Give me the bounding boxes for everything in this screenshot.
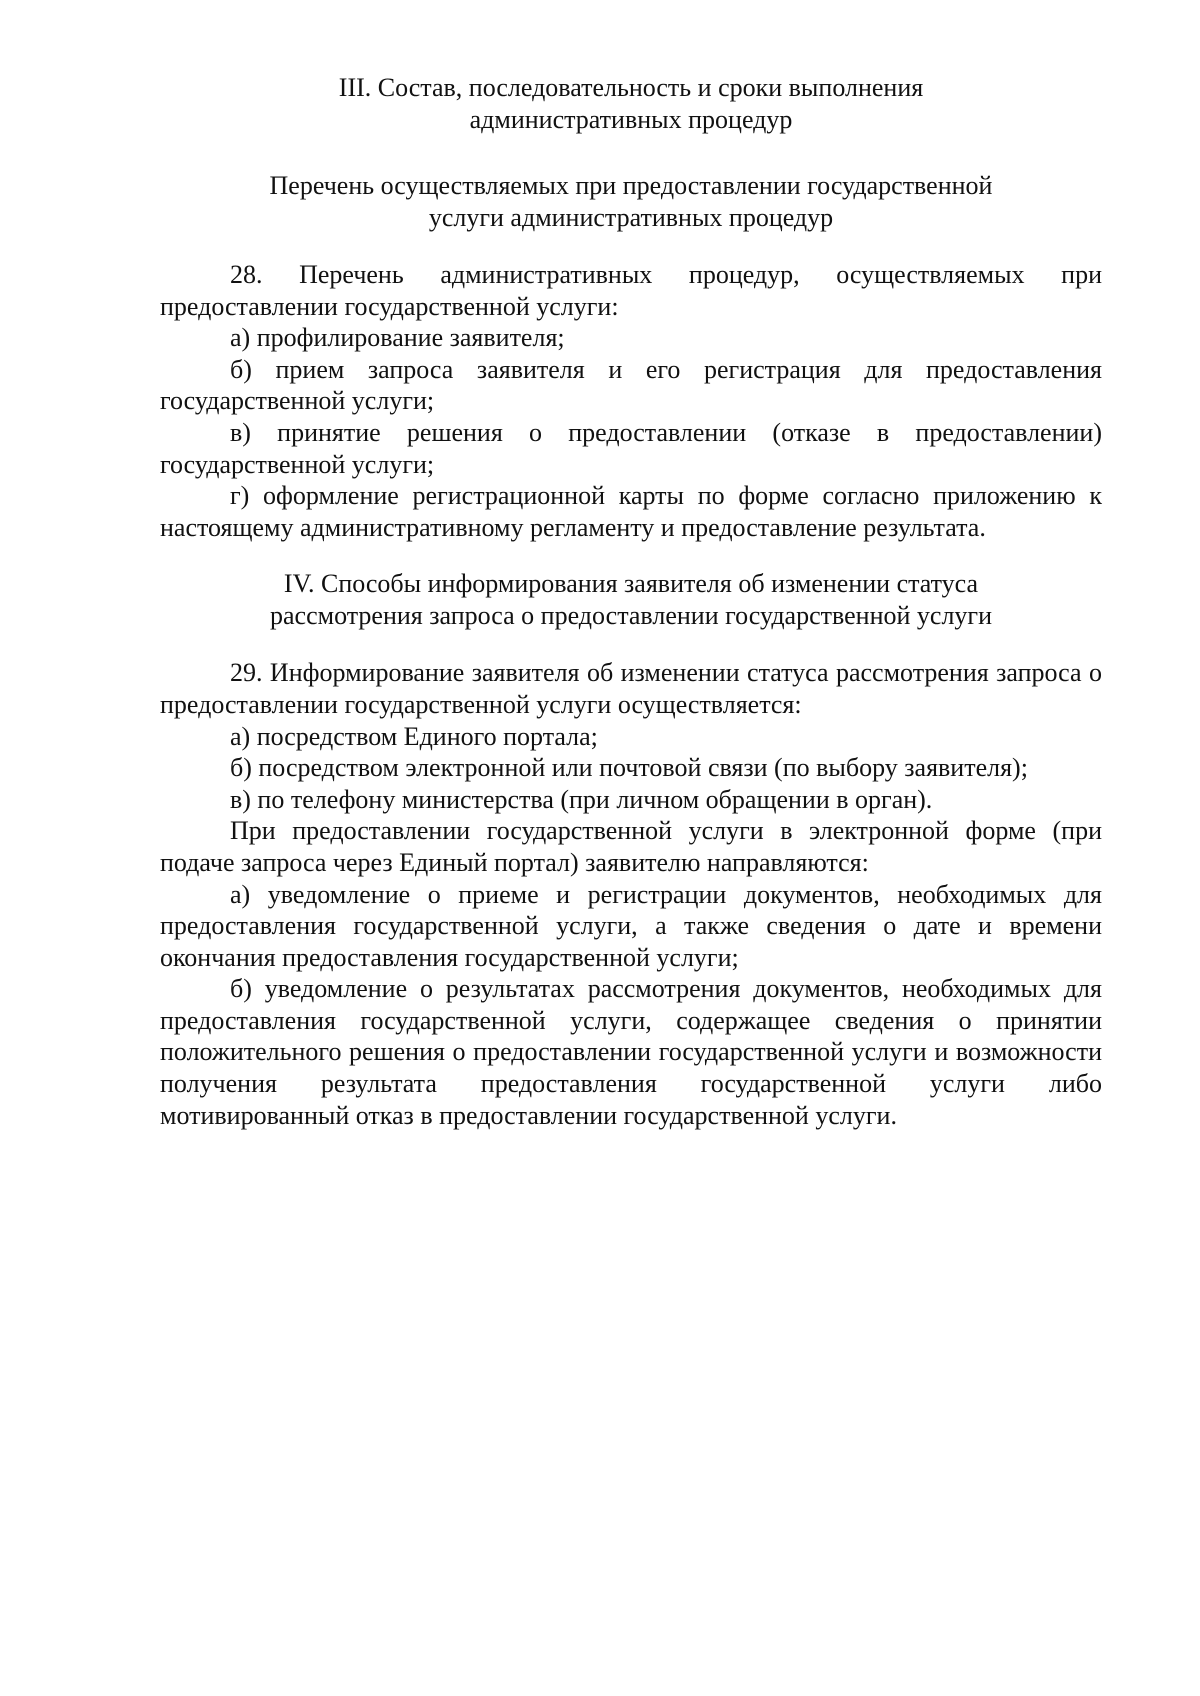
section-4-title xyxy=(160,568,1102,632)
section-3-subtitle-line-1: Перечень осуществляемых при предоставлении государственной xyxy=(269,171,993,200)
section-3-title xyxy=(160,72,1102,136)
paragraph-29: 29. Информирование заявителя об изменении статуса рассмотрения запроса о предоставлении государственной услуги осуществляется: xyxy=(160,658,1102,719)
section-3-subtitle xyxy=(160,170,1102,234)
section-3-subtitle-line-2: услуги административных процедур xyxy=(428,203,834,232)
document-body xyxy=(160,72,1102,1131)
paragraph-electronic-item-a: а) уведомление о приеме и регистрации документов, необходимых для предоставления государственной услуги, а также сведения о дате и времени окончания предоставления государственной услуги; xyxy=(160,879,1102,972)
paragraph-28-item-v: в) принятие решения о предоставлении (отказе в предоставлении) государственной услуги; xyxy=(160,417,1102,479)
section-4-title-line-1: IV. Способы информирования заявителя об изменении статуса xyxy=(283,569,979,599)
section-4-title-line-2: рассмотрения запроса о предоставлении государственной услуги xyxy=(270,601,992,631)
paragraph-28: 28. Перечень административных процедур, осуществляемых при предоставлении государственной услуги: xyxy=(160,260,1102,321)
paragraph-electronic-form: При предоставлении государственной услуги в электронной форме (при подаче запроса через Единый портал) заявителю направляются: xyxy=(160,816,1102,877)
paragraph-29-item-v: в) по телефону министерства (при личном обращении в орган). xyxy=(230,784,933,814)
paragraph-28-item-g: г) оформление регистрационной карты по форме согласно приложению к настоящему административному регламенту и предоставление результата. xyxy=(160,481,1102,542)
section-3-title-line-1: III. Состав, последовательность и сроки выполнения xyxy=(338,73,924,102)
paragraph-29-item-b: б) посредством электронной или почтовой связи (по выбору заявителя); xyxy=(230,753,1028,783)
paragraph-29-item-a: а) посредством Единого портала; xyxy=(230,721,598,751)
paragraph-electronic-item-b: б) уведомление о результатах рассмотрения документов, необходимых для предоставления государственной услуги, содержащее сведения о принятии положительного решения о предоставлении государственной услуги и возможности получения результата предоставления государственной услуги либо мотивированный отказ в предоставлении государственной услуги. xyxy=(160,974,1102,1130)
paragraph-28-item-b: б) прием запроса заявителя и его регистрация для предоставления государственной услуги; xyxy=(160,354,1102,416)
section-3-title-line-2: административных процедур xyxy=(469,105,793,134)
paragraph-28-item-a: а) профилирование заявителя; xyxy=(230,323,565,353)
